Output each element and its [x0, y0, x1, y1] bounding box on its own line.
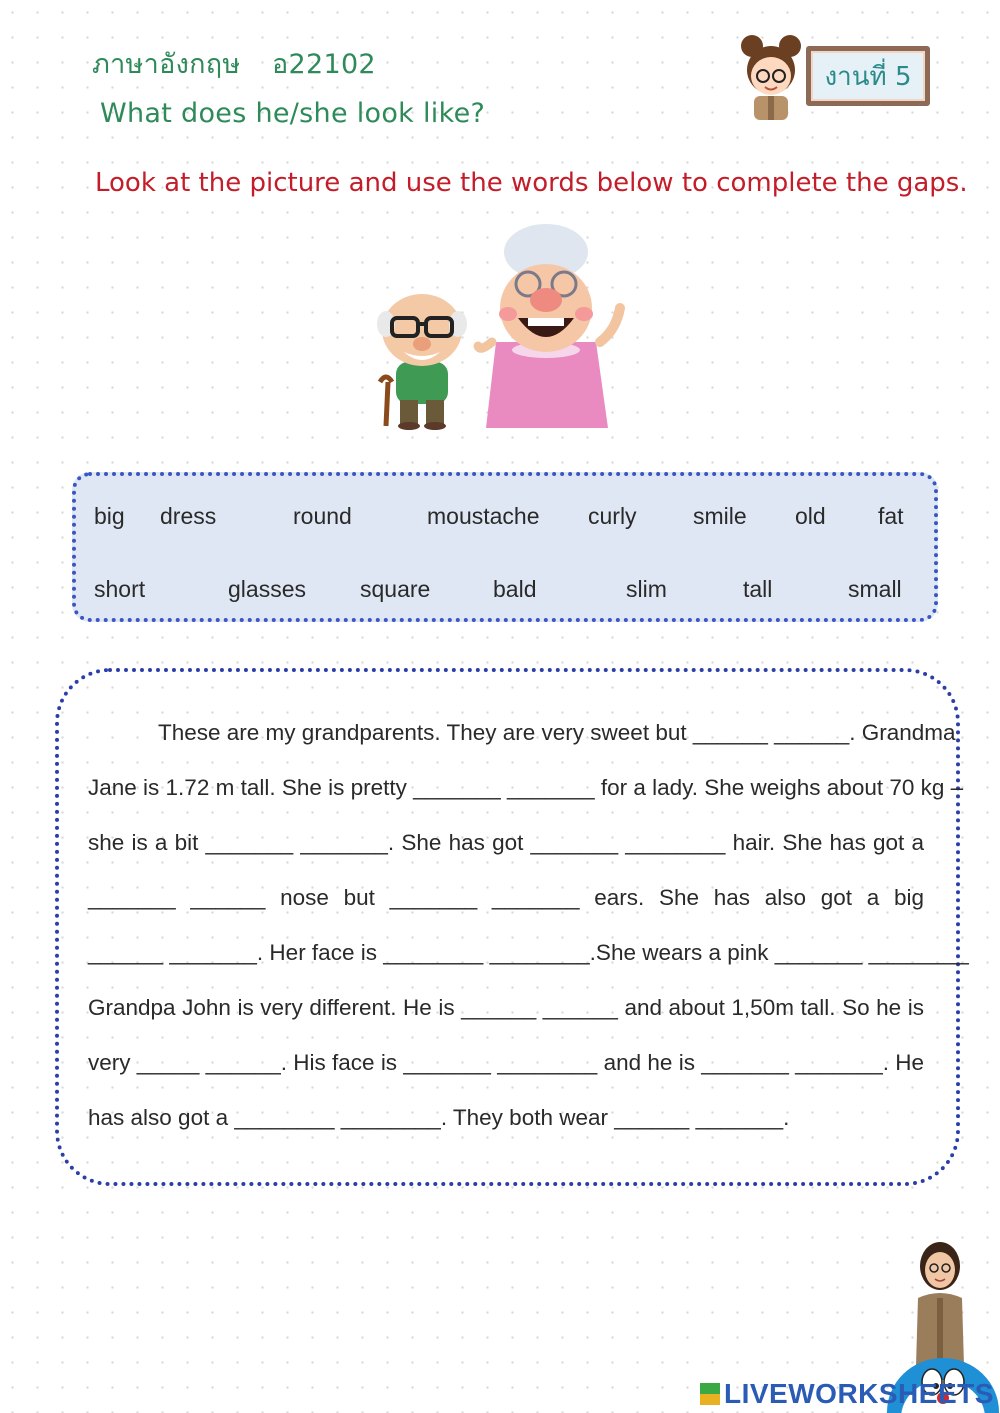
instruction-text: Look at the picture and use the words below to complete the gaps.	[95, 168, 968, 198]
word-bank-item: smile	[693, 503, 747, 529]
passage-line: Jane is 1.72 m tall. She is pretty _______ _______ for a lady. She weighs about 70 kg –	[88, 775, 964, 800]
word-bank-item: glasses	[228, 576, 306, 602]
subject-title: ภาษาอังกฤษ	[92, 49, 241, 80]
word-bank-item: big	[94, 503, 125, 529]
passage-line: she is a bit _______ _______. She has got _______ ________ hair. She has got a	[88, 830, 924, 855]
word-bank-item: tall	[743, 576, 773, 602]
passage-line: Grandpa John is very different. He is ______ ______ and about 1,50m tall. So he is	[88, 995, 924, 1020]
word-bank-item: small	[848, 576, 902, 602]
logo-mark-icon	[700, 1383, 720, 1405]
passage-line: very _____ ______. His face is _______ ________ and he is _______ _______. He	[88, 1050, 924, 1075]
grandparents-illustration	[368, 222, 638, 432]
teacher-avatar-icon	[728, 26, 818, 122]
liveworksheets-logo	[700, 1378, 994, 1410]
worksheet-title: What does he/she look like?	[100, 98, 486, 129]
word-bank-item: short	[94, 576, 146, 602]
subject-code: อ22102	[272, 49, 376, 80]
logo-text: LIVEWORKSHEETS	[724, 1378, 994, 1409]
word-bank-item: old	[795, 503, 826, 529]
word-bank-item: dress	[160, 503, 217, 529]
word-bank-item: moustache	[427, 503, 540, 529]
word-bank-item: square	[360, 576, 431, 602]
word-bank-item: fat	[878, 503, 904, 529]
passage-line: has also got a ________ ________. They both wear ______ _______.	[88, 1105, 790, 1130]
word-bank-item: slim	[626, 576, 667, 602]
passage-line: ______ _______. Her face is ________ ________.She wears a pink _______ ________	[88, 940, 969, 965]
grandpa-figure	[377, 294, 467, 430]
word-bank-item: curly	[588, 503, 637, 529]
teacher-figure-icon	[908, 1238, 972, 1366]
word-bank-item: bald	[493, 576, 537, 602]
passage-line: _______ ______ nose but _______ _______ ears. She has also got a big	[88, 885, 924, 910]
passage-line: These are my grandparents. They are very sweet but ______ ______. Grandma	[158, 720, 956, 745]
word-bank-item: round	[293, 503, 352, 529]
grandma-figure	[478, 224, 620, 428]
task-badge-label: งานที่ 5	[824, 61, 912, 92]
task-badge	[806, 46, 930, 106]
